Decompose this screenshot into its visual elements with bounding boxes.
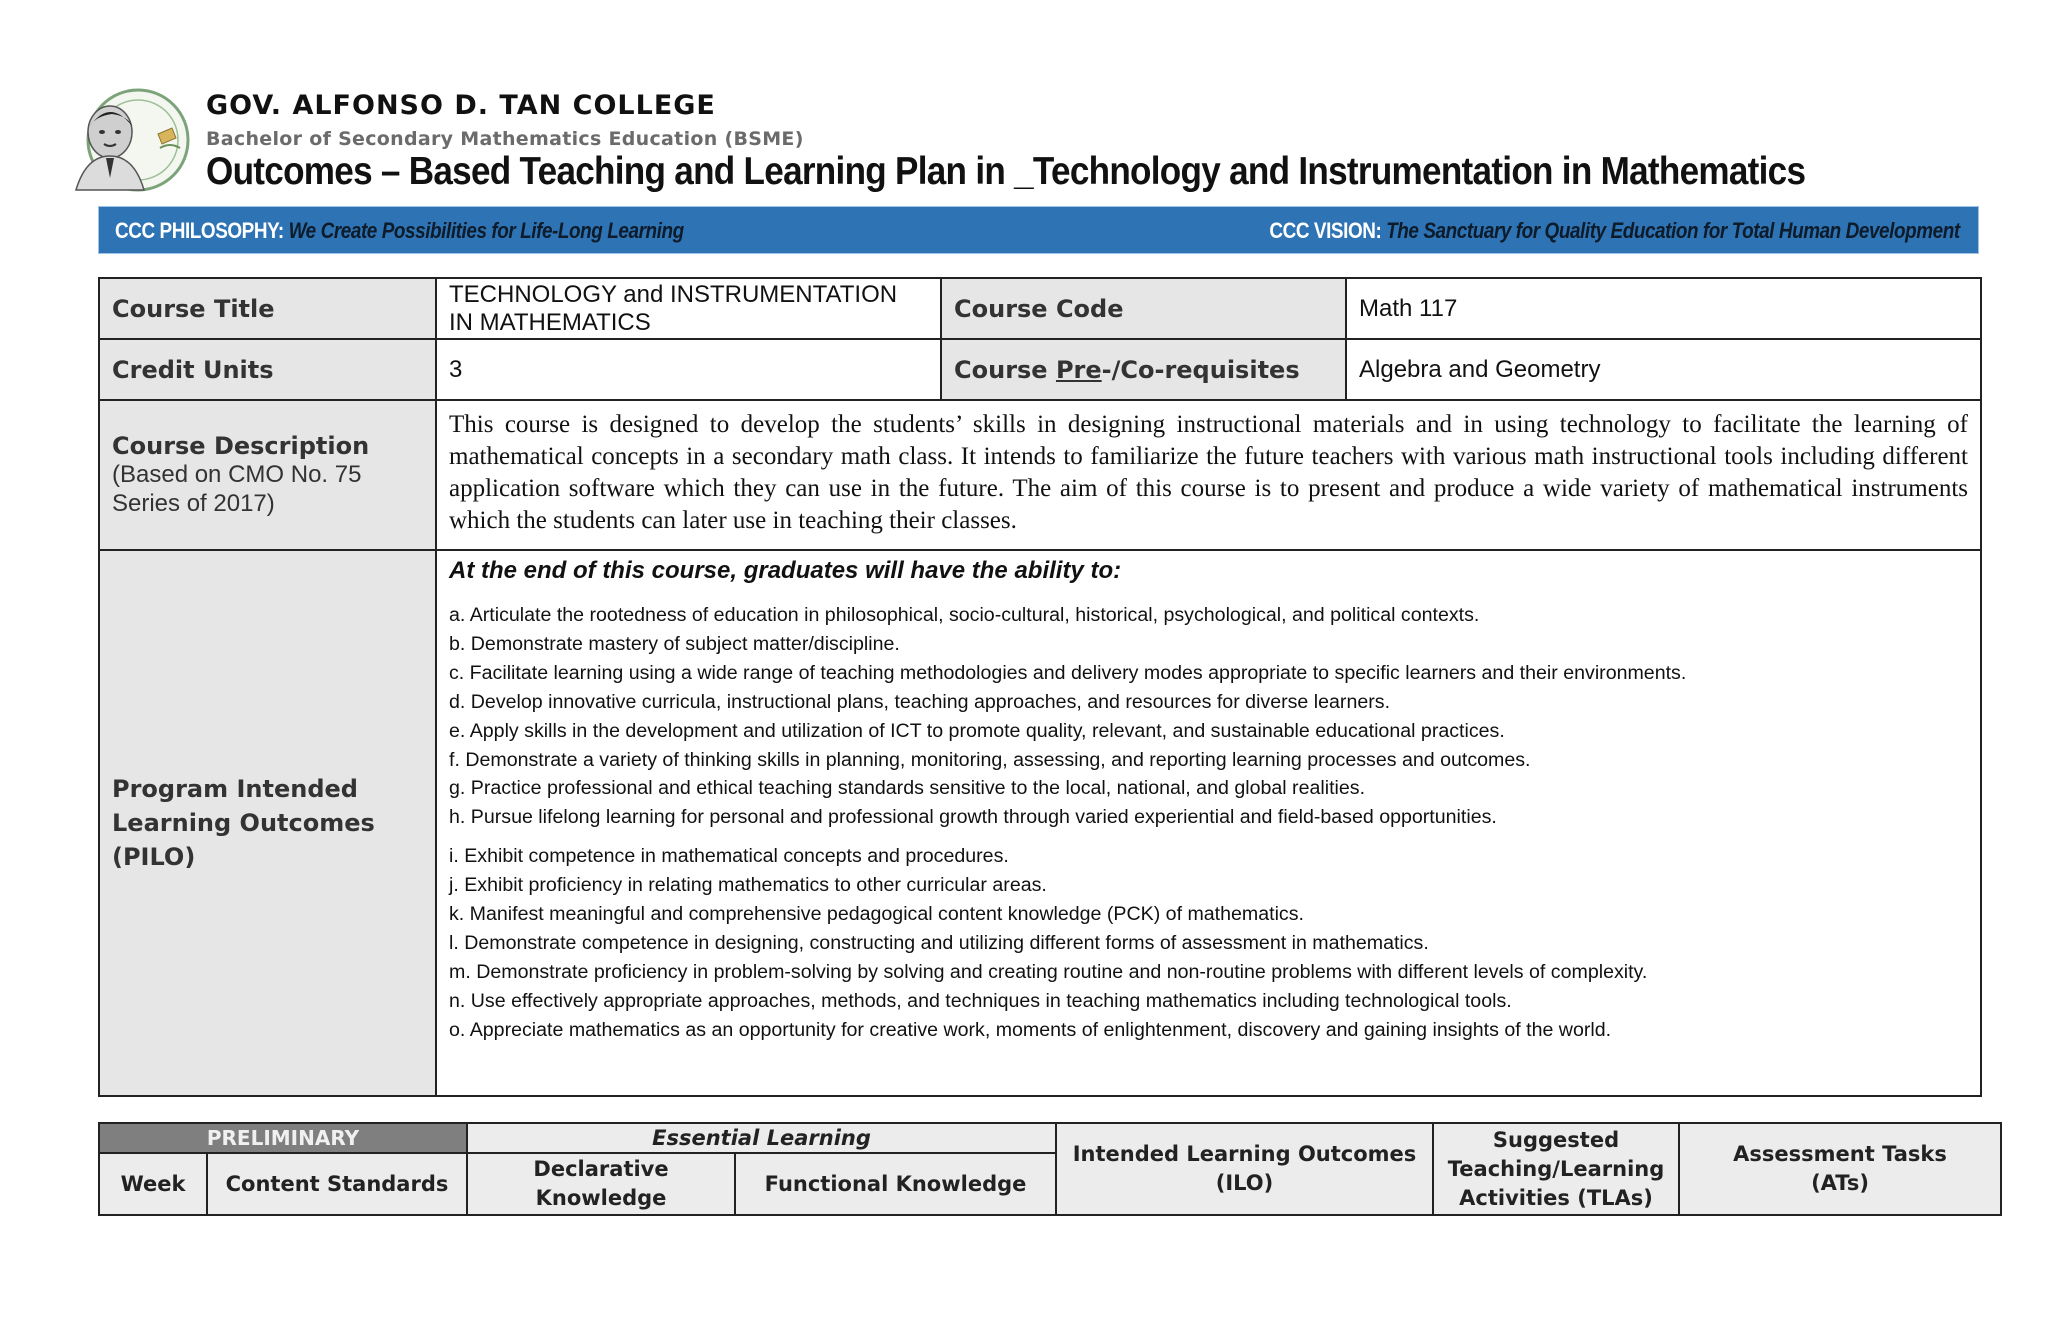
philosophy-vision-banner <box>98 206 1979 254</box>
course-code-label: Course Code <box>941 278 1346 339</box>
ilo-header-line1: Intended Learning Outcomes <box>1072 1142 1417 1166</box>
vision-label: CCC VISION: <box>1269 218 1382 243</box>
course-title-row <box>99 278 1981 339</box>
pilo-list <box>449 601 1968 1045</box>
essential-learning-header: Essential Learning <box>467 1123 1056 1153</box>
prereq-label-part-c: -/Co-requisites <box>1101 355 1300 384</box>
pilo-item: h. Pursue lifelong learning for personal and professional growth through varied experiential and field-based opportunities. <box>449 806 1497 829</box>
credit-units-row <box>99 339 1981 400</box>
course-code-value: Math 117 <box>1346 278 1981 339</box>
tla-header-line3: Activities (TLAs) <box>1459 1185 1653 1210</box>
ilo-header <box>1056 1123 1433 1215</box>
tla-header-line1: Suggested <box>1492 1127 1620 1152</box>
tla-header <box>1433 1123 1679 1215</box>
course-info-table <box>98 277 1982 1097</box>
philosophy-label: CCC PHILOSOPHY: <box>115 218 284 243</box>
ilo-header-line2: (ILO) <box>1215 1171 1274 1195</box>
college-name: GOV. ALFONSO D. TAN COLLEGE <box>206 90 716 121</box>
pilo-item: l. Demonstrate competence in designing, constructing and utilizing different forms of assessment in mathematics. <box>449 931 1429 954</box>
credit-units-value: 3 <box>436 339 941 400</box>
prerequisites-label <box>941 339 1346 400</box>
declarative-knowledge-header: Declarative Knowledge <box>467 1153 735 1215</box>
pilo-content <box>436 550 1981 1096</box>
pilo-item: f. Demonstrate a variety of thinking skills in planning, monitoring, assessing, and reporting learning processes and outcomes. <box>449 748 1531 771</box>
pilo-item: n. Use effectively appropriate approaches, methods, and techniques in teaching mathematics including technological tools. <box>449 989 1512 1012</box>
course-description-text: This course is designed to develop the students’ skills in designing instructional materials and in using technology to facilitate the learning of mathematical concepts in a secondary math class. It intends to familiarize the future teachers with various math instructional tools including different application software which they can use in the future. The aim of this course is to present and produce a wide variety of mathematical instruments which the students can later use in teaching their classes. <box>436 400 1981 550</box>
philosophy-text: We Create Possibilities for Life-Long Learning <box>288 218 684 243</box>
course-title-line2: IN MATHEMATICS <box>449 308 651 336</box>
pilo-item: m. Demonstrate proficiency in problem-solving by solving and creating routine and non-routine problems with different levels of complexity. <box>449 960 1648 983</box>
course-title-line1: TECHNOLOGY and INSTRUMENTATION <box>449 280 898 308</box>
at-header-line1: Assessment Tasks <box>1733 1142 1947 1166</box>
philosophy-statement <box>115 218 684 244</box>
prerequisites-value: Algebra and Geometry <box>1346 339 1981 400</box>
plan-title: Outcomes – Based Teaching and Learning Plan in _Technology and Instrumentation in Mathematics <box>206 150 1806 193</box>
pilo-item: c. Facilitate learning using a wide range of teaching methodologies and delivery modes appropriate to specific learners and their environments. <box>449 661 1687 684</box>
pilo-item: e. Apply skills in the development and utilization of ICT to promote quality, relevant, and sustainable educational practices. <box>449 719 1505 742</box>
preliminary-header: PRELIMINARY <box>99 1123 467 1153</box>
course-title-label: Course Title <box>99 278 436 339</box>
vision-text: The Sanctuary for Quality Education for Total Human Development <box>1386 218 1960 243</box>
week-header: Week <box>99 1153 207 1215</box>
functional-knowledge-header: Functional Knowledge <box>735 1153 1056 1215</box>
pilo-item: o. Appreciate mathematics as an opportunity for creative work, moments of enlightenment, discovery and gaining insights of the world. <box>449 1018 1612 1041</box>
course-title-value <box>436 278 941 339</box>
course-description-label-cell <box>99 400 436 550</box>
pilo-lead: At the end of this course, graduates will have the ability to: <box>449 557 1122 584</box>
pilo-item: a. Articulate the rootedness of education in philosophical, socio-cultural, historical, psychological, and political contexts. <box>449 604 1480 626</box>
credit-units-label: Credit Units <box>99 339 436 400</box>
pilo-item: d. Develop innovative curricula, instructional plans, teaching approaches, and resources for diverse learners. <box>449 690 1391 713</box>
course-description-label: Course Description <box>112 432 370 460</box>
pilo-item: g. Practice professional and ethical teaching standards sensitive to the local, national, and global realities. <box>449 777 1366 800</box>
at-header-line2: (ATs) <box>1811 1171 1869 1195</box>
learning-plan-header-table <box>98 1122 2002 1216</box>
plan-header-row-1 <box>99 1123 2001 1153</box>
prereq-label-part-a: Course <box>954 355 1056 384</box>
pilo-row <box>99 550 1981 1096</box>
pilo-item: k. Manifest meaningful and comprehensive pedagogical content knowledge (PCK) of mathematics. <box>449 903 1304 926</box>
college-seal-logo <box>68 86 194 194</box>
content-standards-header: Content Standards <box>207 1153 467 1215</box>
tla-header-line2: Teaching/Learning <box>1447 1156 1665 1181</box>
course-description-row <box>99 400 1981 550</box>
pilo-label: Program Intended Learning Outcomes (PILO) <box>99 550 436 1096</box>
prereq-label-part-b: Pre <box>1055 355 1102 384</box>
assessment-tasks-header <box>1679 1123 2001 1215</box>
program-name: Bachelor of Secondary Mathematics Education (BSME) <box>206 128 804 150</box>
pilo-item: i. Exhibit competence in mathematical concepts and procedures. <box>449 845 1009 868</box>
vision-statement <box>1270 218 1960 244</box>
pilo-item: j. Exhibit proficiency in relating mathematics to other curricular areas. <box>449 874 1047 897</box>
course-description-source: (Based on CMO No. 75 Series of 2017) <box>112 461 362 517</box>
pilo-item: b. Demonstrate mastery of subject matter/discipline. <box>449 632 900 655</box>
